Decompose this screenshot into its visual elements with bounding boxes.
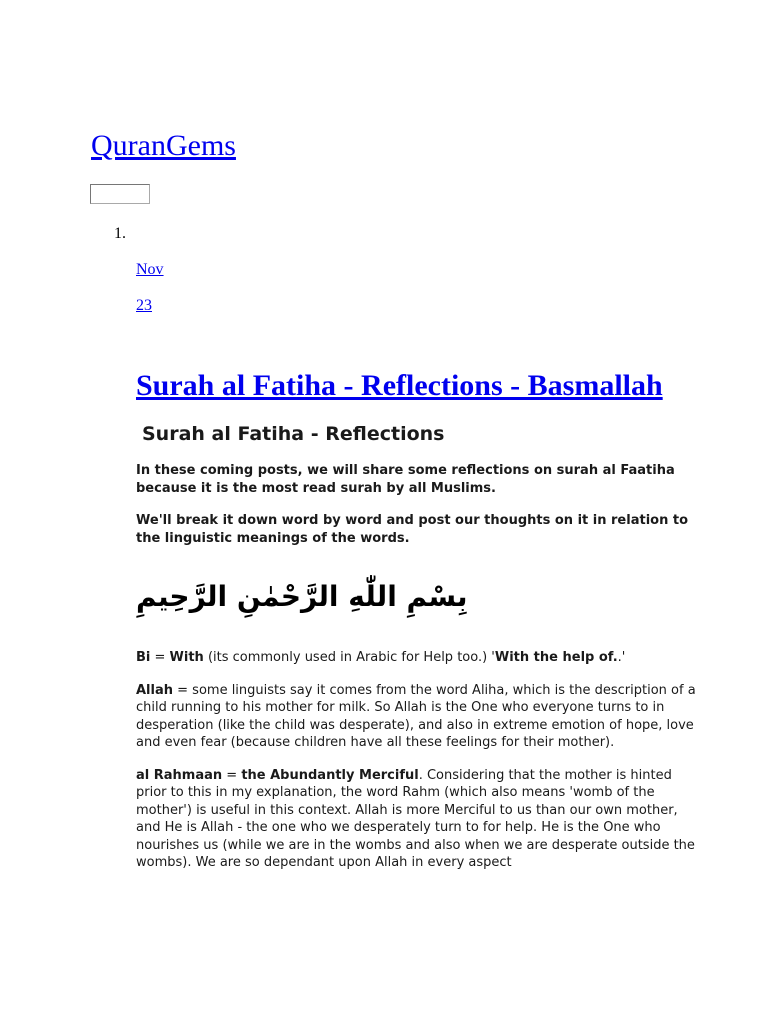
post-title <box>136 367 663 405</box>
post-date-day-link[interactable]: 23 <box>136 297 152 314</box>
bi-meaning: With <box>169 650 204 665</box>
rahmaan-meaning: the Abundantly Merciful <box>241 767 419 783</box>
post-date-month-link[interactable]: Nov <box>136 261 164 278</box>
post-list-number: 1. <box>114 225 126 242</box>
bi-paragraph <box>136 649 696 667</box>
allah-text: = some linguists say it comes from the word Aliha, which is the description of a child running to his mother for milk. So Allah is the One who everyone turns to in desperation (like the child was desperate), and also in extreme emotion of hope, love and even fear (because children have all these feelings for their mother). <box>136 682 696 750</box>
post-title-link[interactable]: Surah al Fatiha - Reflections - Basmallah <box>136 369 663 402</box>
post-content <box>136 420 696 887</box>
bi-equals: = <box>150 650 170 665</box>
rahmaan-term: al Rahmaan <box>136 767 223 783</box>
allah-term: Allah <box>136 682 174 698</box>
search-input[interactable] <box>90 184 150 204</box>
bi-quote: With the help of. <box>494 650 618 665</box>
bi-term: Bi <box>136 650 151 665</box>
basmallah-arabic-text: بِسْمِ اللّٰهِ الرَّحْمٰنِ الرَّحِيمِ <box>136 580 468 613</box>
rahmaan-paragraph <box>136 767 696 872</box>
site-title <box>91 128 236 164</box>
post-subheading: Surah al Fatiha - Reflections <box>142 423 445 445</box>
rahmaan-text: . Considering that the mother is hinted prior to this in my explanation, the word Rahm (which also means 'womb of the mother') is useful in this context. Allah is more Merciful to us than our own mother, and He is Allah - the one who we desperately turn to for help. He is the One who nourishes us (while we are in the wombs and also when we are desperate outside the wombs). We are so dependant upon Allah in every aspect <box>136 767 695 870</box>
bi-note: (its commonly used in Arabic for Help too.) ' <box>203 650 495 665</box>
site-title-link[interactable]: QuranGems <box>91 129 236 162</box>
intro-paragraph-1: In these coming posts, we will share some reflections on surah al Faatiha because it is the most read surah by all Muslims. <box>136 463 675 496</box>
rahmaan-equals: = <box>222 767 242 783</box>
allah-paragraph <box>136 682 696 752</box>
bi-end: .' <box>617 650 626 665</box>
intro-paragraph-2: We'll break it down word by word and post our thoughts on it in relation to the linguistic meanings of the words. <box>136 513 689 546</box>
